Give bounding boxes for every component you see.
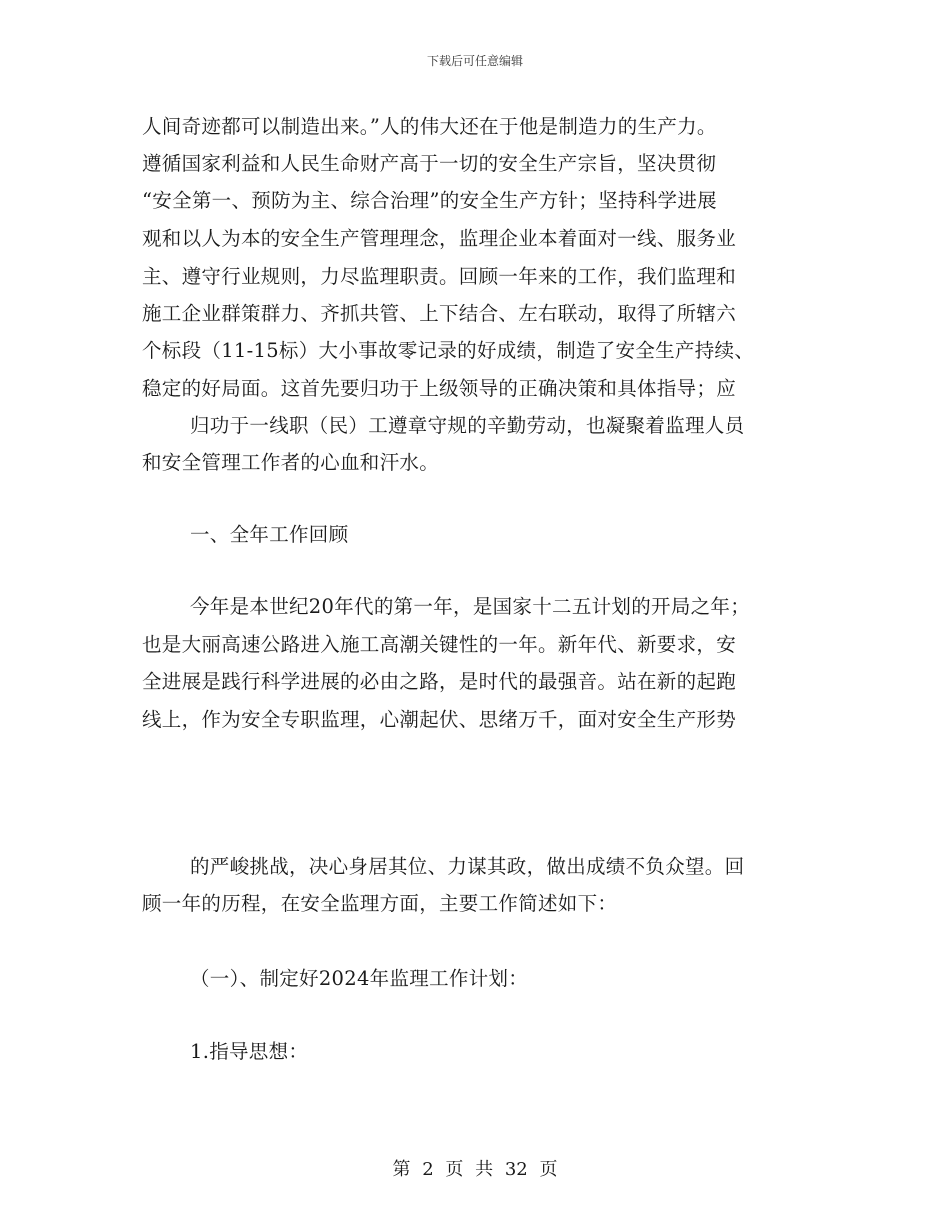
paragraph-line: 稳定的好局面。这首先要归功于上级领导的正确决策和具体指导；应	[142, 377, 737, 400]
paragraph-line: 遵循国家利益和人民生命财产高于一切的安全生产宗旨，坚决贯彻	[142, 152, 717, 175]
paragraph-line: 施工企业群策群力、齐抓共管、上下结合、左右联动，取得了所辖六	[142, 302, 737, 325]
paragraph-line: 线上，作为安全专职监理，心潮起伏、思绪万千，面对安全生产形势	[142, 708, 737, 731]
paragraph-line: 全进展是践行科学进展的必由之路，是时代的最强音。站在新的起跑	[142, 670, 737, 693]
section-heading: 一、全年工作回顾	[190, 523, 349, 546]
paragraph-line: 顾一年的历程，在安全监理方面，主要工作简述如下：	[142, 892, 618, 915]
list-heading: 1.指导思想：	[190, 1040, 309, 1063]
paragraph-line: 个标段（11-15标）大小事故零记录的好成绩，制造了安全生产持续、	[142, 339, 755, 362]
paragraph-line: 和安全管理工作者的心血和汗水。	[142, 451, 440, 474]
paragraph-line: 人间奇迹都可以制造出来。”人的伟大还在于他是制造力的生产力。	[142, 115, 717, 138]
paragraph-line: 也是大丽高速公路进入施工高潮关键性的一年。新年代、新要求，安	[142, 633, 737, 656]
header-note: 下载后可任意编辑	[426, 54, 523, 68]
page-number-footer: 第 2 页 共 32 页	[392, 1159, 558, 1180]
paragraph-line: 观和以人为本的安全生产管理理念，监理企业本着面对一线、服务业	[142, 227, 737, 250]
paragraph-line: 主、遵守行业规则，力尽监理职责。回顾一年来的工作，我们监理和	[142, 265, 737, 288]
paragraph-line: “安全第一、预防为主、综合治理”的安全生产方针；坚持科学进展	[142, 189, 717, 212]
paragraph-line: 今年是本世纪20年代的第一年，是国家十二五计划的开局之年；	[190, 595, 751, 618]
subsection-heading: （一）、制定好2024年监理工作计划：	[190, 967, 529, 990]
paragraph-line: 归功于一线职（民）工遵章守规的辛勤劳动，也凝聚着监理人员	[190, 414, 745, 437]
paragraph-line: 的严峻挑战，决心身居其位、力谋其政，做出成绩不负众望。回	[190, 855, 745, 878]
